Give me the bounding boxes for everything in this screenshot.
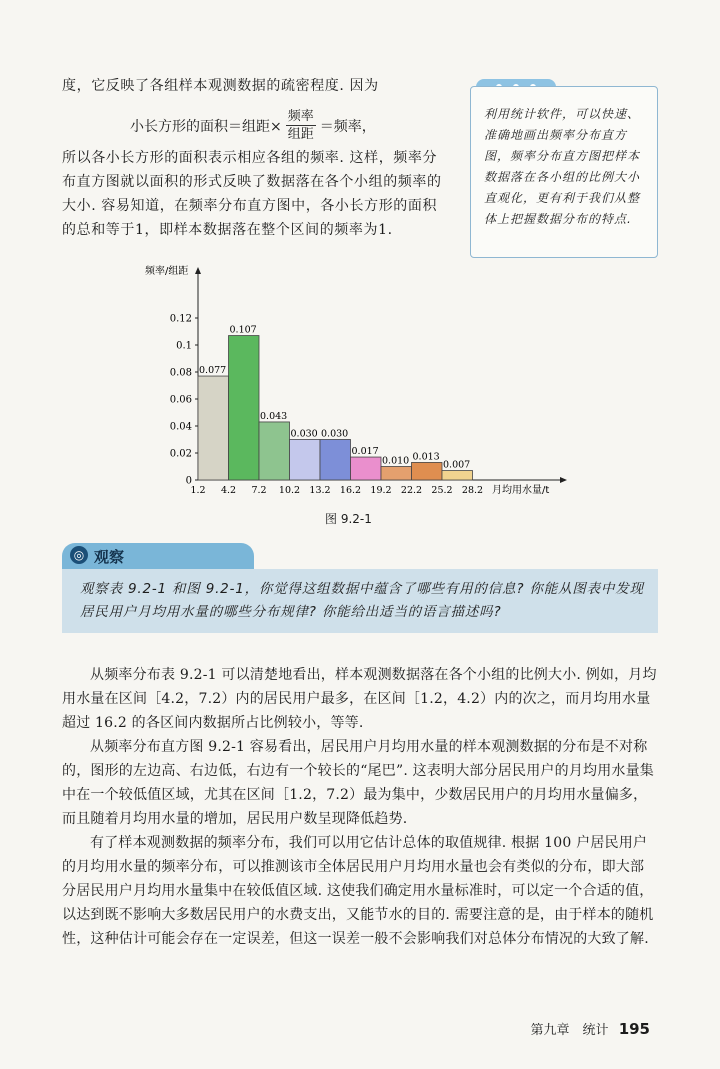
y-tick-label: 0 [185, 475, 192, 487]
formula-fraction [286, 108, 316, 143]
x-tick-label: 7.2 [251, 485, 267, 496]
histogram-chart [140, 260, 580, 530]
x-tick-label: 19.2 [370, 485, 392, 496]
x-tick-label: 10.2 [278, 485, 301, 496]
histogram-bar [259, 422, 290, 480]
histogram-bar [290, 440, 321, 481]
body-paragraph: 有了样本观测数据的频率分布，我们可以用它估计总体的取值规律. 根据 100 户居民用户的月均用水量的频率分布，可以推测该市全体居民用户月均用水量也会有类似的分布，即大部分居民用户月均用水量集中在较低值区域. 这使我们确定用水量标准时，可以定一个合适的值，以达到既不影响大多数居民用户的水费支出，又能节水的目的. 需要注意的是，由于样本的随机性，这种估计可能会存在一定误差，但这一误差一般不会影响我们对总体分布情况的大致了解. [62, 835, 654, 947]
observe-title: 观察 [94, 548, 125, 566]
formula-right: ＝频率， [319, 118, 376, 135]
chart-caption: 图 9.2-1 [325, 512, 372, 526]
formula-denominator: 组距 [287, 127, 314, 142]
y-axis-label: 频率/组距 [145, 266, 189, 277]
y-tick-label: 0.02 [169, 448, 192, 460]
x-axis-arrow-icon [560, 477, 567, 483]
bar-value-label: 0.007 [443, 459, 471, 471]
body-paragraph: 从频率分布表 9.2-1 可以清楚地看出，样本观测数据落在各个小组的比例大小. 例如，月均用水量在区间［4.2，7.2）内的居民用户最多，在区间［1.2，4.2）内的次之，而月均用水量超过 16.2 的各区间内数据所占比例较小，等等. [62, 667, 657, 731]
body-text [62, 663, 658, 951]
body-paragraph: 从频率分布直方图 9.2-1 容易看出，居民用户月均用水量的样本观测数据的分布是不对称的，图形的左边高、右边低，右边有一个较长的“尾巴”. 这表明大部分居民用户的月均用水量集中在一个较低值区域，尤其在区间［1.2，7.2）最为集中，少数居民用户的月均用水量偏多，而且随着月均用水量的增加，居民用户数呈现降低趋势. [62, 739, 655, 827]
bar-value-label: 0.077 [199, 365, 227, 377]
x-axis-label: 月均用水量/t [492, 485, 550, 496]
histogram-explanation [62, 146, 492, 242]
y-tick-label: 0.04 [169, 421, 192, 433]
observe-icon: ◎ [70, 546, 88, 564]
y-tick-label: 0.06 [169, 394, 192, 406]
x-tick-label: 28.2 [461, 485, 484, 496]
histogram-bar [381, 467, 412, 481]
histogram-svg [140, 260, 580, 510]
histogram-bar [442, 471, 473, 480]
area-formula [130, 108, 376, 143]
chapter-label: 第九章 统计 [530, 1023, 609, 1038]
histogram-bar [412, 462, 443, 480]
x-tick-label: 4.2 [220, 485, 237, 496]
page-footer [531, 1019, 650, 1038]
y-axis-arrow-icon [195, 267, 201, 274]
bar-value-label: 0.030 [290, 428, 318, 440]
x-tick-label: 16.2 [339, 485, 362, 496]
histogram-bar [229, 336, 260, 480]
histogram-bar [320, 440, 351, 481]
explanation-line: 所以各小长方形的面积表示相应各组的频率. 这样，频率分 [62, 150, 438, 166]
bar-value-label: 0.030 [321, 428, 349, 440]
histogram-bar [351, 457, 382, 480]
intro-line: 度，它反映了各组样本观测数据的疏密程度. 因为 [62, 78, 379, 94]
explanation-line: 布直方图就以面积的形式反映了数据落在各个小组的频率的 [62, 174, 442, 190]
histogram-bar [198, 376, 229, 480]
x-tick-label: 13.2 [309, 485, 331, 496]
formula-left: 小长方形的面积＝组距× [130, 118, 282, 135]
y-tick-label: 0.1 [176, 340, 192, 352]
explanation-line: 的总和等于1，即样本数据落在整个区间的频率为1. [62, 222, 393, 238]
bar-value-label: 0.017 [351, 446, 379, 458]
observe-header-band [62, 543, 254, 569]
bar-value-label: 0.043 [260, 410, 288, 422]
explanation-line: 大小. 容易知道，在频率分布直方图中，各小长方形的面积 [62, 198, 438, 214]
side-note-text: 利用统计软件，可以快速、准确地画出频率分布直方图，频率分布直方图把样本数据落在各小组的比例大小直观化，更有利于我们从整体上把握数据分布的特点. [484, 107, 641, 226]
y-tick-label: 0.08 [169, 367, 192, 379]
x-tick-label: 1.2 [190, 485, 206, 496]
bar-value-label: 0.107 [229, 324, 257, 336]
observe-text: 观察表 9.2-1 和图 9.2-1，你觉得这组数据中蕴含了哪些有用的信息? 你能从图表中发现居民用户月均用水量的哪些分布规律? 你能给出适当的语言描述吗? [80, 581, 644, 620]
y-tick-label: 0.12 [169, 313, 192, 325]
page-number: 195 [618, 1020, 650, 1038]
bar-value-label: 0.013 [412, 451, 440, 463]
x-tick-label: 25.2 [431, 485, 453, 496]
formula-numerator: 频率 [287, 109, 314, 124]
x-tick-label: 22.2 [400, 485, 423, 496]
bar-value-label: 0.010 [382, 455, 410, 467]
